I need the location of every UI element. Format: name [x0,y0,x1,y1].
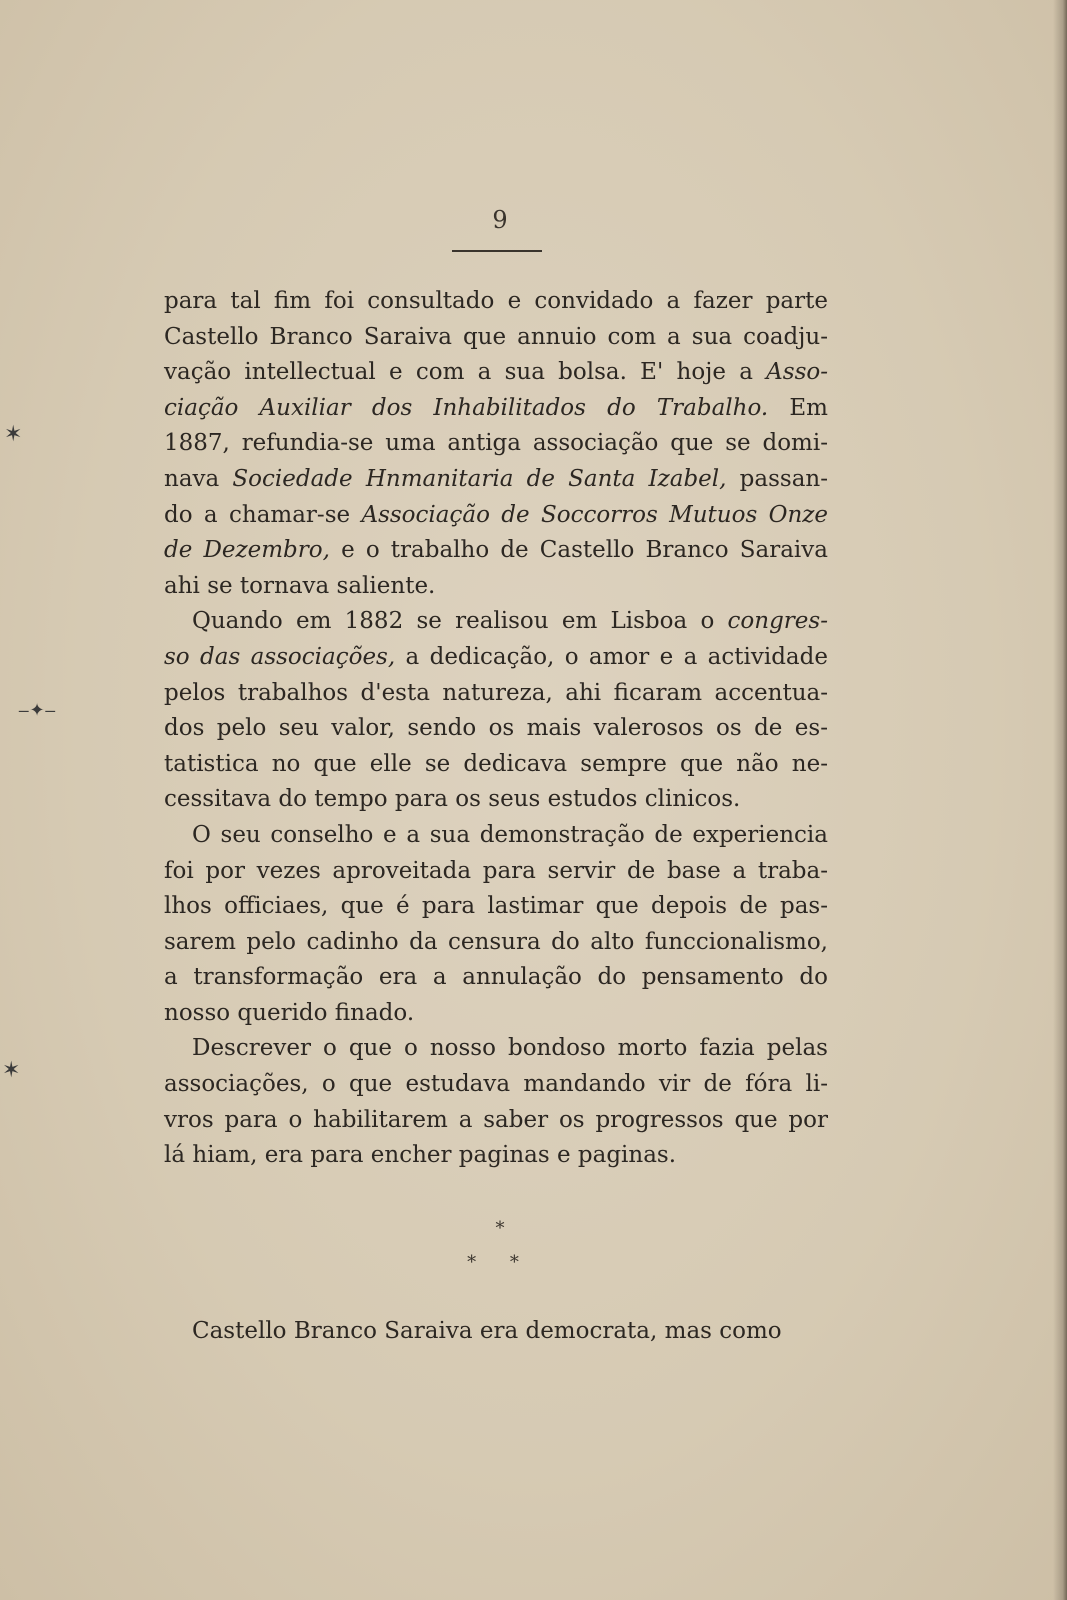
text-line [164,320,828,356]
text-line [164,996,828,1032]
text-line [164,747,828,783]
text-run: do a chamar-se [164,501,362,528]
text-line [164,1103,828,1139]
text-run: 1887, refundia-se uma antiga associação que se domi- [164,430,828,457]
text-run: Em [768,394,828,421]
text-run: e o trabalho de Castello Branco Saraiva [329,537,828,564]
text-run: O seu conselho e a sua demonstração de experiencia [192,821,828,848]
italic-run: de Dezembro, [164,537,330,564]
text-line [164,960,828,996]
text-line: Castello Branco Saraiva era democrata, mas como [192,1318,782,1344]
text-line [164,818,828,854]
text-line [164,676,828,712]
text-line [164,426,828,462]
text-run: a dedicação, o amor e a actividade [395,643,828,670]
italic-run: Asso- [766,359,828,386]
page-number: 9 [492,206,508,234]
section-separator-bottom: * * [467,1252,533,1273]
text-run: vros para o habilitarem a saber os progressos que por [164,1106,828,1133]
italic-run: congres- [727,608,828,635]
page-number-rule [452,250,542,252]
text-run: dos pelo seu valor, sendo os mais valerosos os de es- [164,715,828,742]
text-line [164,604,828,640]
text-line [164,854,828,890]
text-run: nava [164,465,233,492]
text-run: lá hiam, era para encher paginas e paginas. [164,1142,677,1169]
page-edge-shadow [1053,0,1067,1600]
text-run: ahi se tornava saliente. [164,572,436,599]
text-line [164,1067,828,1103]
text-run: Descrever o que o nosso bondoso morto fazia pelas [192,1035,828,1062]
text-run: passan- [726,465,828,492]
text-run: vação intellectual e com a sua bolsa. E' hoje a [164,359,767,386]
text-line [164,640,828,676]
text-line [164,462,828,498]
text-run: pelos trabalhos d'esta natureza, ahi ficaram accentua- [164,679,828,706]
text-run: foi por vezes aproveitada para servir de base a traba- [164,857,828,884]
margin-ink-mark: ✶ [2,1058,21,1083]
text-line [164,533,828,569]
text-line [164,1031,828,1067]
text-line [164,889,828,925]
text-run: tatistica no que elle se dedicava sempre que não ne- [164,750,828,777]
italic-run: so das associações, [164,643,396,670]
text-line [164,284,828,320]
text-run: para tal fim foi consultado e convidado a fazer parte [164,288,828,314]
text-run: Quando em 1882 se realisou em Lisboa o [192,608,728,635]
text-line [164,1138,828,1174]
text-line [164,391,828,427]
text-line [164,569,828,605]
text-run: Castello Branco Saraiva que annuio com a sua coadju- [164,323,828,350]
section-separator-top: * [495,1218,505,1239]
text-line [164,711,828,747]
final-paragraph-start [164,1314,828,1350]
text-line [164,782,828,818]
margin-ink-mark: ‒✦‒ [18,700,56,721]
text-run: a transformação era a annulação do pensamento do [164,964,828,991]
margin-ink-mark: ✶ [4,422,23,447]
text-run: nosso querido finado. [164,999,415,1026]
text-line [164,355,828,391]
body-text [164,284,828,1174]
text-line [164,498,828,534]
italic-run: Sociedade Hnmanitaria de Santa Izabel, [232,465,727,492]
text-run: lhos officiaes, que é para lastimar que depois de pas- [164,893,828,920]
text-line [164,925,828,961]
text-run: associações, o que estudava mandando vir de fóra li- [164,1071,828,1098]
italic-run: ciação Auxiliar dos Inhabilitados do Trabalho. [164,394,769,421]
text-run: cessitava do tempo para os seus estudos clinicos. [164,786,741,813]
italic-run: Associação de Soccorros Mutuos Onze [361,501,829,528]
text-run: sarem pelo cadinho da censura do alto funccionalismo, [164,928,828,955]
